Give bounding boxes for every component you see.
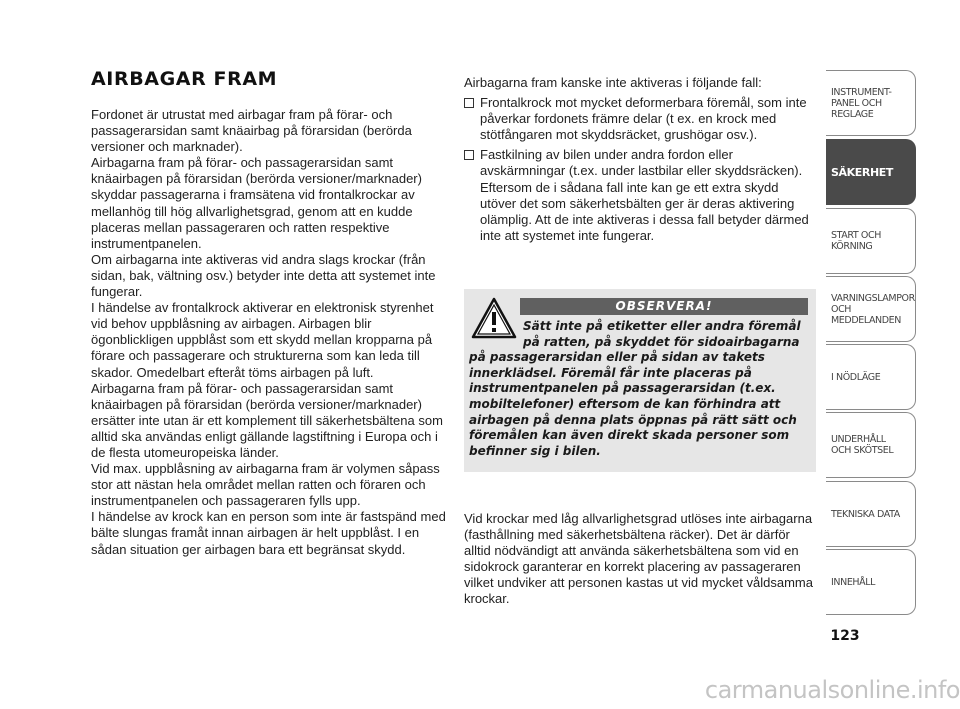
tab-instrumentpanel[interactable] [826,70,916,136]
checkbox-bullet-icon [464,98,474,108]
warning-box [464,289,816,472]
tab-label: VARNINGSLAMPOR OCH MEDDELANDEN [831,292,915,326]
tab-label: UNDERHÅLL OCH SKÖTSEL [831,434,894,456]
list-item [464,147,816,244]
list-item [464,95,816,143]
list-item-text: Fastkilning av bilen under andra fordon eller avskärmningar (t.ex. under lastbilar eller skyddsräcken). Eftersom de i sådana fall inte kan ge ett extra skydd utöver det som säkerhetsbälten ger är deras aktivering olämplig. Att de inte aktiveras i dessa fall betyder därmed inte att systemet inte fungerar. [480,147,809,243]
warning-text: Sätt inte på etiketter eller andra föremål på ratten, på skyddet för sidoairbagarna på passagerarsidan eller på sidan av takets innerklädsel. Föremål får inte placeras på instrumentpanelen på passagerarsidan (t.ex. mobiltelefoner) eftersom de kan förhindra att airbagen på denna plats öppnas på rätt sätt och föremålen kan även direkt skada personer som befinner sig i bilen. [469,319,801,458]
tab-label: INNEHÅLL [831,576,876,588]
bullet-list [464,95,816,244]
tab-label: TEKNISKA DATA [831,508,900,520]
tab-tekniska-data[interactable] [826,481,916,547]
warning-header: OBSERVERA! [520,298,808,315]
paragraph: I händelse av krock kan en person som inte är fastspänd med bälte slungas framåt innan airbagen är helt uppblåst. I en sådan situation ger airbagen bara ett begränsat skydd. [91,509,446,557]
warning-text-wrap [469,319,814,459]
paragraph: Airbagarna fram på förar- och passagerarsidan samt knäairbagen på förarsidan (berörda versioner/marknader) ersätter inte utan är ett komplement till säkerhetsbältena som alltid ska användas enligt gällande lagstiftning i Europa och i de flesta utomeuropeiska länder. [91,380,443,460]
paragraph: Vid krockar med låg allvarlighetsgrad utlöses inte airbagarna (fasthållning med säkerhetsbältena räcker). Det är därför alltid nödvändigt att använda säkerhetsbältena som vid en sidokrock garanterar en korrekt placering av passageraren vilket undviker att personen kastas ut vid mycket våldsamma krockar. [464,511,813,607]
tab-label: START OCH KÖRNING [831,230,881,252]
tab-label: I NÖDLÄGE [831,371,881,383]
paragraph: Vid max. uppblåsning av airbagarna fram är volymen såpass stor att nästan hela området mellan ratten och föraren och instrumentpanelen och passageraren fylls upp. [91,461,440,509]
checkbox-bullet-icon [464,150,474,160]
tab-sakerhet[interactable] [826,139,916,205]
watermark: carmanualsonline.info [704,676,960,704]
intro-text: Airbagarna fram kanske inte aktiveras i följande fall: [464,75,762,90]
tab-label: SÄKERHET [831,165,893,179]
paragraph: Fordonet är utrustat med airbagar fram på förar- och passagerarsidan samt knäairbag på förarsidan (berörda versioner och marknader). [91,107,412,155]
tab-innehall[interactable] [826,549,916,615]
paragraph: Om airbagarna inte aktiveras vid andra slags krockar (från sidan, bak, vältning osv.) betyder inte detta att systemet inte fungerar. [91,251,436,300]
tab-i-nodlage[interactable] [826,344,916,410]
page-title: AIRBAGAR FRAM [91,68,278,90]
tab-varningslampor[interactable] [826,276,916,342]
tab-label: INSTRUMENT- PANEL OCH REGLAGE [831,86,892,120]
right-column [464,75,816,248]
bottom-paragraph-block [464,511,816,608]
left-column [91,107,451,558]
sidebar [826,68,918,616]
paragraph: Airbagarna fram på förar- och passagerarsidan samt knäairbagen på förarsidan (berörda versioner/marknader) skyddar passagerarna i framsätena vid frontalkrockar av mellanhög till hög allvarlighetsgrad, genom att en kudde placeras mellan passageraren och ratten respektive instrumentpanelen. [91,155,422,251]
warning-text-spacer [469,319,523,349]
tab-underhall[interactable] [826,412,916,478]
page-number: 123 [830,628,860,644]
list-item-text: Frontalkrock mot mycket deformerbara föremål, som inte påverkar fordonets främre delar (t ex. en krock med stötfångaren mot skyddsräcket, grushögar osv.). [480,95,807,143]
tab-start-och-korning[interactable] [826,208,916,274]
paragraph: I händelse av frontalkrock aktiverar en elektronisk styrenhet vid behov uppblåsning av airbagen. Airbagen blir ögonblickligen uppblåst som ett skydd mellan kropparna på förare och passagerare och strukturerna som kan leda till skador. Omedelbart efteråt töms airbagen på luft. [91,300,434,380]
